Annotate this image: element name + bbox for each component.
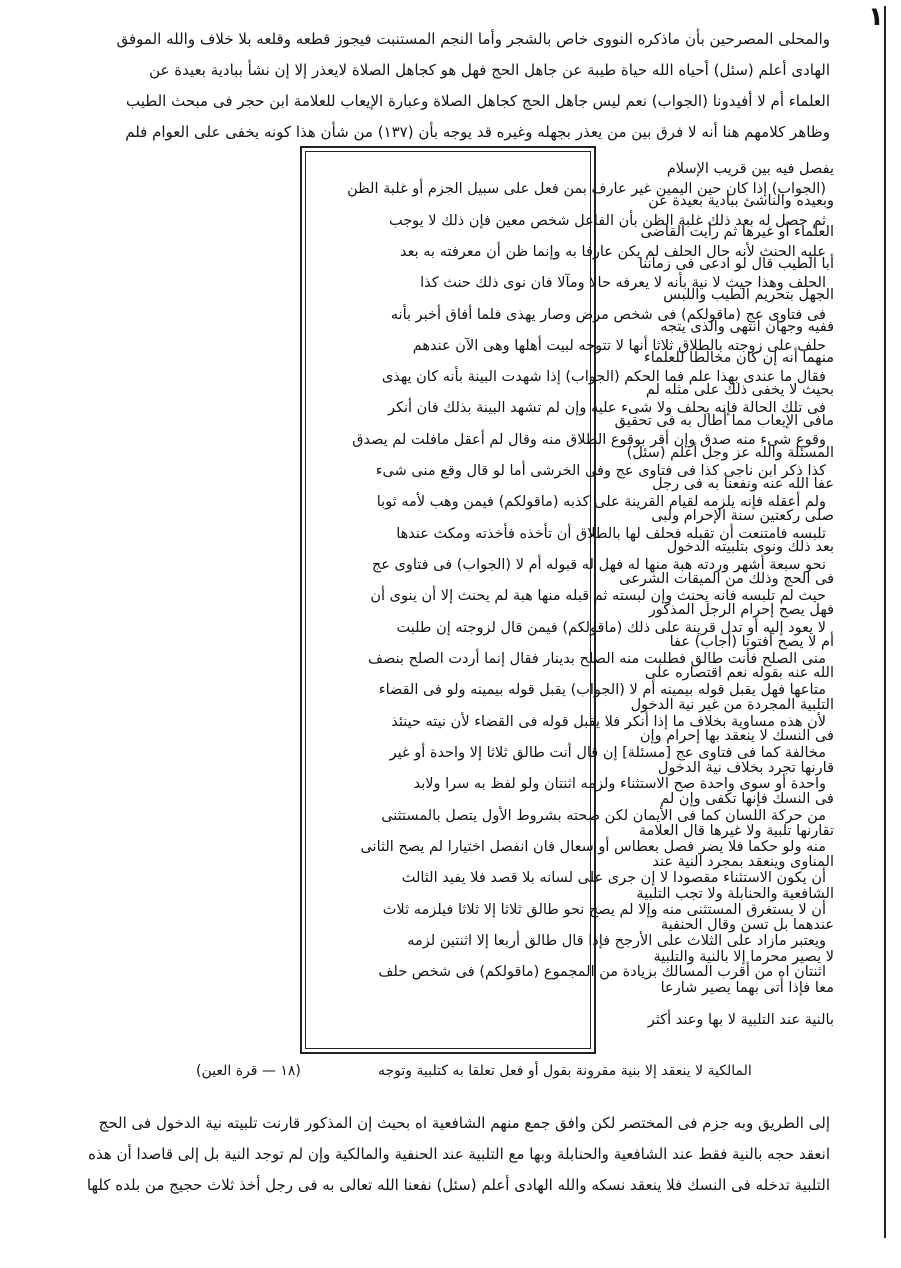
box-line: الحلف وهذا حيث لا نية بأنه لا يعرفه حالا ومآلا فان نوى ذلك حنث كذا [420,275,826,291]
box-line: من حركة اللسان كما فى الأيمان لكن صحته بشروط الأول يتصل بالمستثنى [381,808,826,824]
side-line: العلماء أو غيرها ثم رأيت القاضى [640,224,834,240]
box-line: عليه الحنث لأنه حال الحلف لم يكن عارفا به وإنما ظن أن معرفته به بعد [400,244,826,260]
box-line: منه ولو حكما فلا يضر فصل بعطاس أو سعال فان انفصل اختيارا لم يصح الثانى [360,839,826,855]
running-head: (١٨ — قرة العين) [196,1063,301,1079]
box-line: فقال ما عندى بهذا علم فما الحكم (الجواب) إذا شهدت البينة بأنه كان يهذى [381,369,826,385]
page-number: ١ [868,2,884,32]
side-line: فى الحج وذلك من الميقات الشرعى [619,571,834,587]
side-line: أبا الطيب قال لو ادعى فى زماننا [638,256,834,272]
side-line: الجهل بتحريم الطيب واللبس [663,287,834,303]
box-line: واحدة أو سوى واحدة صح الاستثناء ولزمه اثنتان ولو لفظ به سرا ولابد [413,776,826,792]
top-line: الهادى أعلم (سئل) أحياه الله حياة طيبة عن جاهل الحج فهل هو كجاهل الصلاة لايعذر إلا إن نشأ ببادية بعيدة عن [149,61,830,79]
side-line: ففيه وجهان انتهى والذى يتجه [660,319,834,335]
box-line: حلف على زوجته بالطلاق ثلاثا أنها لا تتوجه لبيت أهلها وهى الآن عندهم [412,338,826,354]
side-line: تقارنها تلبية ولا غيرها قال العلامة [638,823,834,839]
top-line: العلماء أم لا أفيدونا (الجواب) نعم ليس جاهل الحج كجاهل الصلاة وعبارة الإيعاب للعلامة ابن حجر فى مبحث الطيب [126,92,830,110]
box-line: (الجواب) إذا كان حين اليمين غير عارف بمن فعل على سبيل الجزم أو غلبة الظن [347,181,826,197]
box-line: فى فتاوى عج (ماقولكم) فى شخص مرض وصار يهذى فلما أفاق أخبر بأنه [390,307,826,323]
side-line: فهل يصح إحرام الرجل المذكور [648,602,834,618]
side-line: عندهما بل تسن وقال الحنفية [660,917,834,933]
side-line: قارنها تجرد بخلاف نية الدخول [657,760,834,776]
box-line: وقوع شىء منه صدق وإن أقر بوقوع الطلاق منه وقال لم أعقل مافلت لم يصدق [352,432,826,448]
box-line: كذا ذكر ابن ناجى كذا فى فتاوى عج وفى الخرشى أما لو قال وقع منى شىء [375,463,826,479]
box-line: أن يكون الاستثناء مقصودا لا إن جرى على لسانه بلا قصد فلا يفيد الثالث [401,870,826,886]
side-line: فى النسك لا ينعقد بها إحرام وإن [639,728,834,744]
side-line: يفصل فيه بين قريب الإسلام [666,161,834,177]
box-line: فى تلك الحالة فإنه يحلف ولا شىء عليه وإن لم تشهد البينة بذلك فان أنكر [387,400,826,416]
side-line: الله عنه بقوله نعم اقتصاره على [644,665,834,681]
side-line: المسئلة والله عز وجل أعلم (سئل) [626,445,834,461]
box-line: لأن هذه مساوية بخلاف ما إذا أنكر فلا يقبل قوله فى القضاء لأن نيته حينئذ [391,714,826,730]
top-line: وظاهر كلامهم هنا أنه لا فرق بين من يعذر بجهله وغيره قد يوجه بأن (١٣٧) من شأن هذا كونه يخفى على العوام فلم [125,123,830,141]
side-line: بعد ذلك ونوى بتلبيته الدخول [666,539,834,555]
box-line: منى الصلح فأنت طالق فطلبت منه الصلح بدينار فقال إنما أردت الصلح بنصف [367,651,826,667]
box-line: ولم أعقله فإنه يلزمه لقيام القرينة على كذبه (ماقولكم) فيمن وهب لأمه ثوبا [376,494,826,510]
side-line: لا يصير محرما إلا بالنية والتلبية [653,949,834,965]
margin-rule [884,6,886,1238]
box-line: ثم حصل له بعد ذلك غلبة الظن بأن الفاعل شخص معين فإن ذلك لا يوجب [388,213,826,229]
side-line: أم لا يصح أفتونا (أجاب) عفا [669,634,834,650]
box-line: مخالفة كما فى فتاوى عج [مسئلة] إن قال أنت طالق ثلاثا إلا واحدة أو غير [389,745,826,761]
side-line: الشافعية والحنابلة ولا تجب التلبية [636,886,834,902]
box-line: تلبسه فامتنعت أن تقبله فحلف لها بالطلاق أن تأخذه فأخذته ومكث عندها [396,526,826,542]
side-line: فى النسك فإنها تكفى وإن لم [660,791,834,807]
top-line: والمحلى المصرحين بأن ماذكره النووى خاص بالشجر وأما النجم المستنبت فيجوز قطعه وقلعه بلا خلاف والله الموفق [116,30,830,48]
bottom-line: انعقد حجه بالنية فقط عند الشافعية والحنابلة وبها مع التلبية عند الحنفية والمالكية وإن لم توجد النية بل إلى قاصدا أن هذه [88,1145,830,1163]
bottom-line: إلى الطريق وبه جزم فى المختصر لكن وافق جمع منهم الشافعية اه بحيث إن المذكور قارنت تلبيته نية الدخول فى الحج [98,1114,830,1132]
box-line: ويعتبر مازاد على الثلاث على الأرجح فإذا قال طالق أربعا إلا اثنتين لزمه [407,933,826,949]
box-line: اثنتان اه من أقرب المسالك بزيادة من المجموع (ماقولكم) فى شخص حلف [378,964,826,980]
side-line: بحيث لا يخفى ذلك على مثله لم [645,382,834,398]
side-line: وبعيده والناشئ ببادية بعيدة عن [648,193,834,209]
side-line: معا فإذا أتى بهما يصير شارعا [660,980,834,996]
box-line: نحو سبعة أشهر وردته هبة منها له فهل له قبوله أم لا (الجواب) فى فتاوى عج [371,557,826,573]
box-line: حيث لم تلبسه فانه يحنث وإن لبسته ثم قبله منها هبة لم يحنث إلا أن ينوى أن [370,588,826,604]
box-line: متاعها فهل يقبل قوله بيمينه أم لا (الجواب) يقبل قوله بيمينه ولو فى القضاء [378,682,826,698]
side-line: التلبية المجردة من غير نية الدخول [630,697,834,713]
footnote-line: المالكية لا ينعقد إلا بنية مقرونة بقول أو فعل تعلقا به كتلبية وتوجه [378,1063,752,1079]
side-line: مافى الإيعاب مما أطال به فى تحقيق [614,413,834,429]
box-line: لا يعود إليه أو تدل قرينة على ذلك (ماقولكم) فيمن قال لزوجته إن طلبت [396,620,826,636]
side-line: المناوى وينعقد بمجرد النية عند [652,854,834,870]
bottom-line: التلبية تدخله فى النسك فلا ينعقد نسكه والله الهادى أعلم (سئل) نفعنا الله تعالى به فى رجل أخذ ثلاث حجيج من بلده كلها [86,1176,830,1194]
side-line: بالنية عند التلبية لا بها وعند أكثر [647,1012,834,1028]
side-line: عفا الله عنه ونفعنا به فى رجل [652,476,834,492]
box-line: أن لا يستغرق المستثنى منه وإلا لم يصح نحو طالق ثلاثا إلا ثلاثا فيلزمه ثلاث [382,902,826,918]
side-line: منهما أنه إن كان مخالطا للعلماء [643,350,834,366]
side-line: صلى ركعتين سنة الإحرام ولبى [651,508,834,524]
